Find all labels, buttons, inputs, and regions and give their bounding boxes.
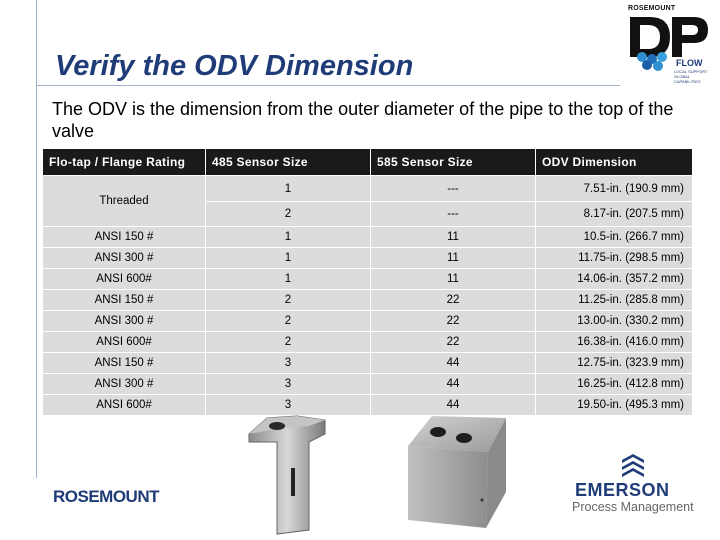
dp-logo-brand: ROSEMOUNT <box>628 5 676 12</box>
cell-rating: ANSI 150 # <box>43 353 206 374</box>
cell-rating: ANSI 600# <box>43 332 206 353</box>
cell-rating: ANSI 600# <box>43 395 206 416</box>
dp-flow-logo <box>628 5 716 84</box>
table-row <box>43 395 693 416</box>
table-header-row <box>43 149 693 176</box>
cell-485: 3 <box>206 374 371 395</box>
cell-rating: ANSI 150 # <box>43 227 206 248</box>
cell-485: 1 <box>206 248 371 269</box>
threaded-cell: Threaded <box>43 176 206 227</box>
table-row <box>43 290 693 311</box>
cell-odv: 16.38-in. (416.0 mm) <box>536 332 693 353</box>
valve-block-photo <box>402 412 512 530</box>
sensor-part-photo <box>237 412 337 536</box>
cell-585: --- <box>371 202 536 227</box>
cell-585: 11 <box>371 227 536 248</box>
cell-585: 22 <box>371 332 536 353</box>
cell-485: 2 <box>206 332 371 353</box>
cell-odv: 13.00-in. (330.2 mm) <box>536 311 693 332</box>
odv-table <box>42 148 693 416</box>
cell-odv: 11.75-in. (298.5 mm) <box>536 248 693 269</box>
cell-485: 3 <box>206 395 371 416</box>
header-585-sensor: 585 Sensor Size <box>371 149 536 176</box>
table-row <box>43 311 693 332</box>
emerson-logo <box>570 452 695 522</box>
header-flange-rating: Flo-tap / Flange Rating <box>43 149 206 176</box>
cell-585: 44 <box>371 353 536 374</box>
cell-odv: 11.25-in. (285.8 mm) <box>536 290 693 311</box>
table-row <box>43 269 693 290</box>
table-row <box>43 332 693 353</box>
cell-585: 22 <box>371 290 536 311</box>
header-odv: ODV Dimension <box>536 149 693 176</box>
cell-rating: ANSI 300 # <box>43 374 206 395</box>
table-row <box>43 374 693 395</box>
emerson-emblem-icon <box>618 452 648 480</box>
header-485-sensor: 485 Sensor Size <box>206 149 371 176</box>
cell-585: 44 <box>371 395 536 416</box>
cell-485: 2 <box>206 290 371 311</box>
dp-logo-flow: FLOW <box>676 58 703 68</box>
cell-odv: 19.50-in. (495.3 mm) <box>536 395 693 416</box>
cell-585: 44 <box>371 374 536 395</box>
table-row <box>43 176 693 202</box>
cell-485: 3 <box>206 353 371 374</box>
emerson-wordmark: EMERSON <box>575 480 670 500</box>
slide-subtitle: The ODV is the dimension from the outer diameter of the pipe to the top of the valve <box>52 99 674 141</box>
slide-title: Verify the ODV Dimension <box>55 50 414 82</box>
cell-odv: 16.25-in. (412.8 mm) <box>536 374 693 395</box>
cell-odv: 14.06-in. (357.2 mm) <box>536 269 693 290</box>
rosemount-logo: ROSEMOUNT <box>53 487 159 506</box>
cell-485: 1 <box>206 269 371 290</box>
emerson-subtitle: Process Management <box>572 500 694 514</box>
cell-odv: 12.75-in. (323.9 mm) <box>536 353 693 374</box>
cell-rating: ANSI 150 # <box>43 290 206 311</box>
table-row <box>43 353 693 374</box>
cell-585: 11 <box>371 269 536 290</box>
cell-585: --- <box>371 176 536 202</box>
table-row <box>43 248 693 269</box>
cell-rating: ANSI 300 # <box>43 311 206 332</box>
cell-485: 2 <box>206 202 371 227</box>
cell-485: 1 <box>206 227 371 248</box>
cell-odv: 8.17-in. (207.5 mm) <box>536 202 693 227</box>
cell-485: 2 <box>206 311 371 332</box>
cell-odv: 10.5-in. (266.7 mm) <box>536 227 693 248</box>
table-row <box>43 227 693 248</box>
cell-585: 11 <box>371 248 536 269</box>
cell-odv: 7.51-in. (190.9 mm) <box>536 176 693 202</box>
cell-rating: ANSI 300 # <box>43 248 206 269</box>
title-underline <box>36 85 620 86</box>
cell-485: 1 <box>206 176 371 202</box>
cell-rating: ANSI 600# <box>43 269 206 290</box>
dp-logo-tagline: LOCAL SUPPORT GLOBAL CAPABILITIES <box>674 69 708 84</box>
cell-585: 22 <box>371 311 536 332</box>
left-rule <box>36 0 37 478</box>
